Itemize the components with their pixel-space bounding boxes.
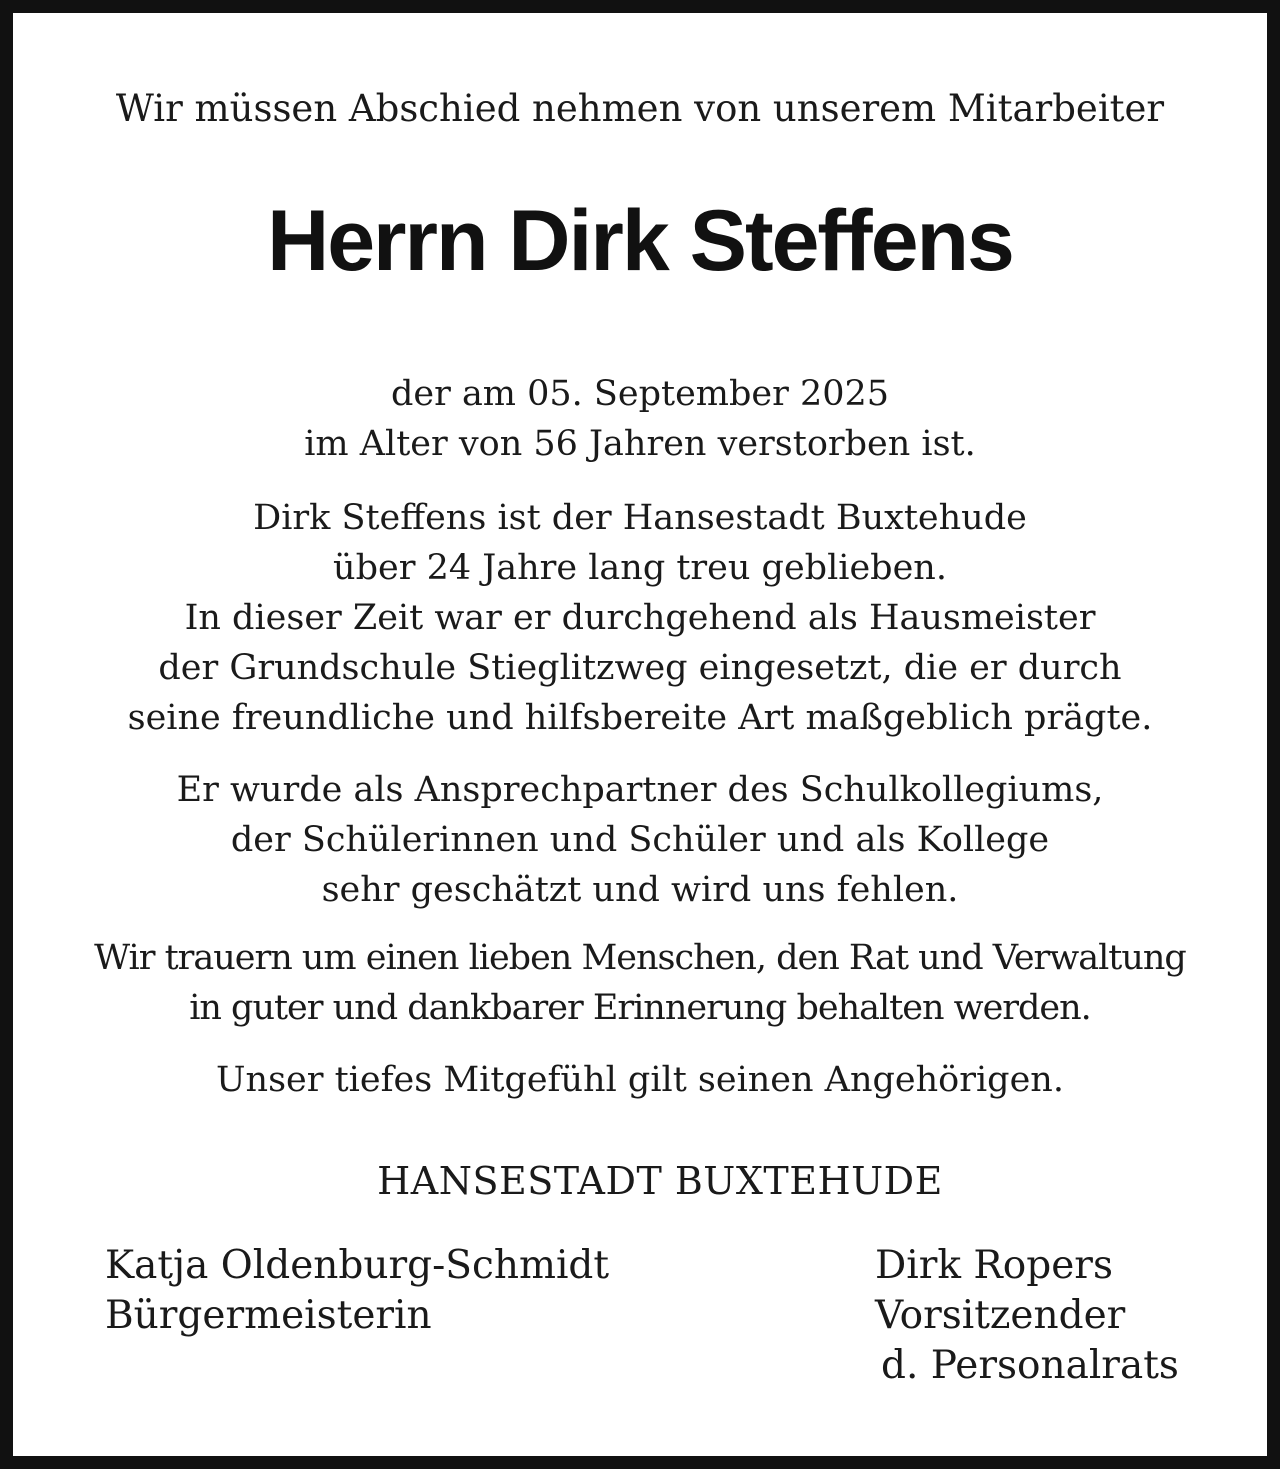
paragraph-mourning: [13, 933, 1267, 1033]
paragraph-service: [13, 493, 1267, 743]
text-line: der am 05. September 2025: [390, 374, 890, 414]
paragraph-condolence: [13, 1055, 1267, 1105]
text-line: Unser tiefes Mitgefühl gilt seinen Angehörigen.: [216, 1060, 1064, 1100]
paragraph-appreciation: [13, 765, 1267, 915]
text-line: in guter und dankbarer Erinnerung behalten werden.: [189, 988, 1091, 1028]
signatory-mayor: [105, 1241, 609, 1341]
text-line: sehr geschätzt und wird uns fehlen.: [321, 870, 959, 910]
text-line: Wir trauern um einen lieben Menschen, den Rat und Verwaltung: [94, 938, 1186, 978]
text-line: der Schülerinnen und Schüler und als Kollege: [230, 820, 1050, 860]
signatory-name: Katja Oldenburg-Schmidt: [105, 1243, 610, 1288]
text-line: im Alter von 56 Jahren verstorben ist.: [304, 424, 976, 464]
intro-line: Wir müssen Abschied nehmen von unserem Mitarbeiter: [115, 87, 1165, 130]
deceased-name: Herrn Dirk Steffens: [267, 193, 1013, 289]
text-line: seine freundliche und hilfsbereite Art maßgeblich prägte.: [127, 698, 1153, 738]
organization-name: HANSESTADT BUXTEHUDE: [377, 1159, 943, 1203]
text-line: der Grundschule Stieglitzweg eingesetzt, die er durch: [158, 648, 1122, 688]
signatory-council-chair: [875, 1241, 1179, 1391]
signatory-role: Bürgermeisterin: [105, 1293, 432, 1338]
text-line: über 24 Jahre lang treu geblieben.: [333, 548, 947, 588]
signatory-name: Dirk Ropers: [875, 1243, 1113, 1288]
signatory-role: Vorsitzender: [875, 1293, 1126, 1338]
text-line: Dirk Steffens ist der Hansestadt Buxtehude: [253, 498, 1027, 538]
paragraph-death-date: [13, 369, 1267, 469]
signatory-role: d. Personalrats: [881, 1343, 1179, 1388]
text-line: Er wurde als Ansprechpartner des Schulkollegiums,: [176, 770, 1104, 810]
text-line: In dieser Zeit war er durchgehend als Hausmeister: [184, 598, 1096, 638]
